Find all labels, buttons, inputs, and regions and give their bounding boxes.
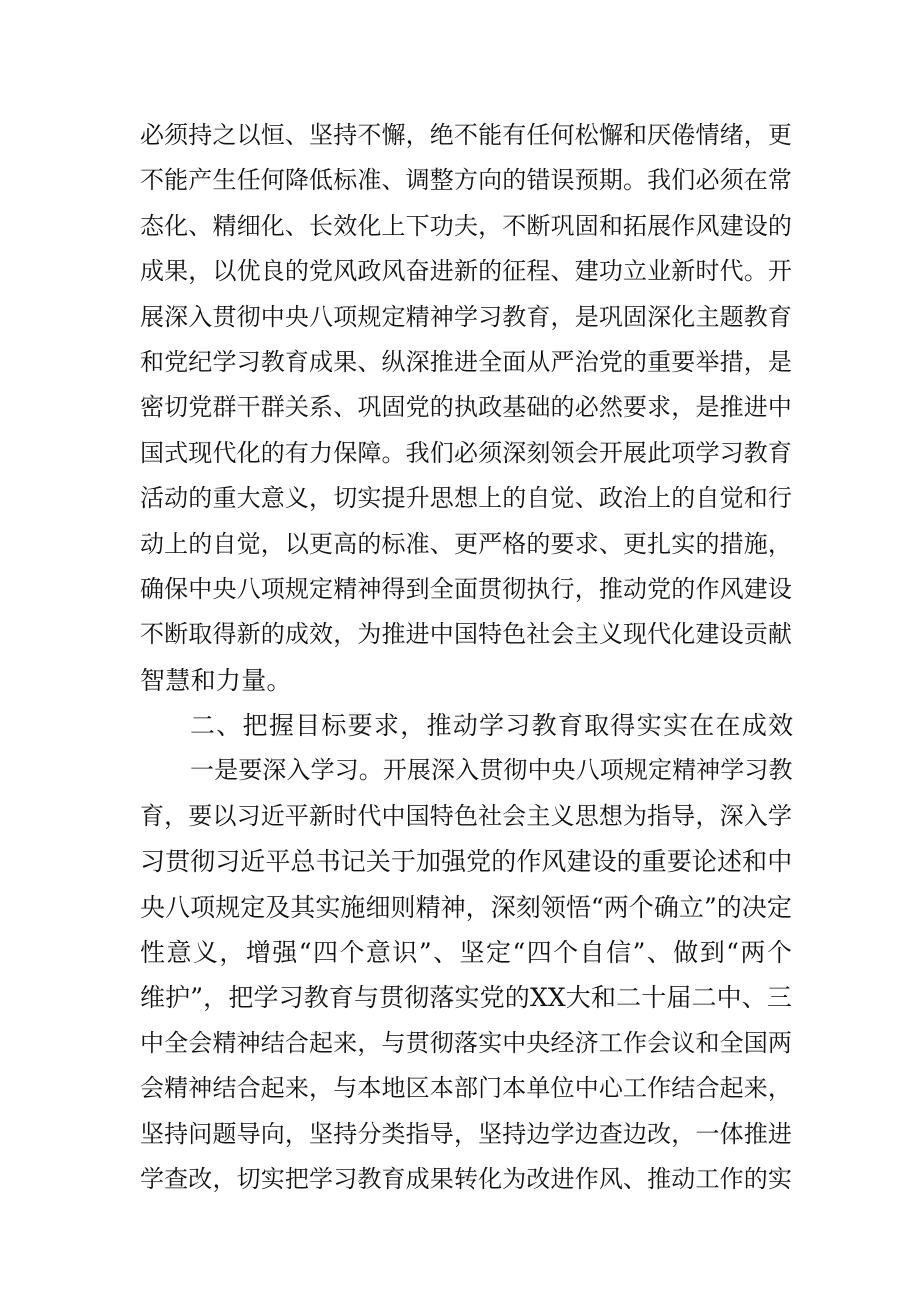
text-line: 动上的自觉，以更高的标准、更严格的要求、更扎实的措施，	[140, 529, 793, 558]
text-line: 习贯彻习近平总书记关于加强党的作风建设的重要论述和中	[140, 847, 793, 877]
text-line: 必须持之以恒、坚持不懈，绝不能有任何松懈和厌倦情绪，更	[140, 121, 793, 149]
text-line: 展深入贯彻中央八项规定精神学习教育，是巩固深化主题教育	[140, 302, 793, 331]
text-line: 维护”，把学习教育与贯彻落实党的XX大和二十届二中、三	[140, 983, 793, 1013]
text-line: 学查改，切实把学习教育成果转化为改进作风、推动工作的实	[140, 1164, 793, 1193]
paragraph-first-line: 一是要深入学习。开展深入贯彻中央八项规定精神学习教	[190, 756, 793, 785]
text-line: 央八项规定及其实施细则精神，深刻领悟“两个确立”的决定	[140, 892, 792, 922]
text-line: 性意义，增强“四个意识”、坚定“四个自信”、做到“两个	[140, 938, 794, 968]
text-line: 会精神结合起来，与本地区本部门本单位中心工作结合起来，	[140, 1074, 793, 1103]
text-line: 成果，以优良的党风政风奋进新的征程、建功立业新时代。开	[140, 257, 793, 286]
text-line: 确保中央八项规定精神得到全面贯彻执行，推动党的作风建设	[140, 574, 793, 603]
text-line: 态化、精细化、长效化上下功夫，不断巩固和拓展作风建设的	[140, 211, 793, 240]
text-line: 活动的重大意义，切实提升思想上的自觉、政治上的自觉和行	[140, 484, 793, 513]
text-line: 智慧和力量。	[140, 665, 292, 695]
text-line: 不断取得新的成效，为推进中国特色社会主义现代化建设贡献	[140, 620, 793, 649]
text-line: 育，要以习近平新时代中国特色社会主义思想为指导，深入学	[140, 801, 793, 830]
body-text	[140, 113, 800, 1202]
text-line: 国式现代化的有力保障。我们必须深刻领会开展此项学习教育	[140, 438, 793, 467]
text-line: 和党纪学习教育成果、纵深推进全面从严治党的重要举措，是	[140, 347, 793, 376]
text-line: 坚持问题导向，坚持分类指导，坚持边学边查边改，一体推进	[140, 1119, 793, 1148]
text-line: 不能产生任何降低标准、调整方向的错误预期。我们必须在常	[140, 166, 793, 195]
text-line: 密切党群干群关系、巩固党的执政基础的必然要求，是推进中	[140, 393, 793, 422]
paragraph-first-line: 二、把握目标要求，推动学习教育取得实实在在成效	[190, 711, 795, 741]
text-line: 中全会精神结合起来，与贯彻落实中央经济工作会议和全国两	[140, 1028, 793, 1057]
